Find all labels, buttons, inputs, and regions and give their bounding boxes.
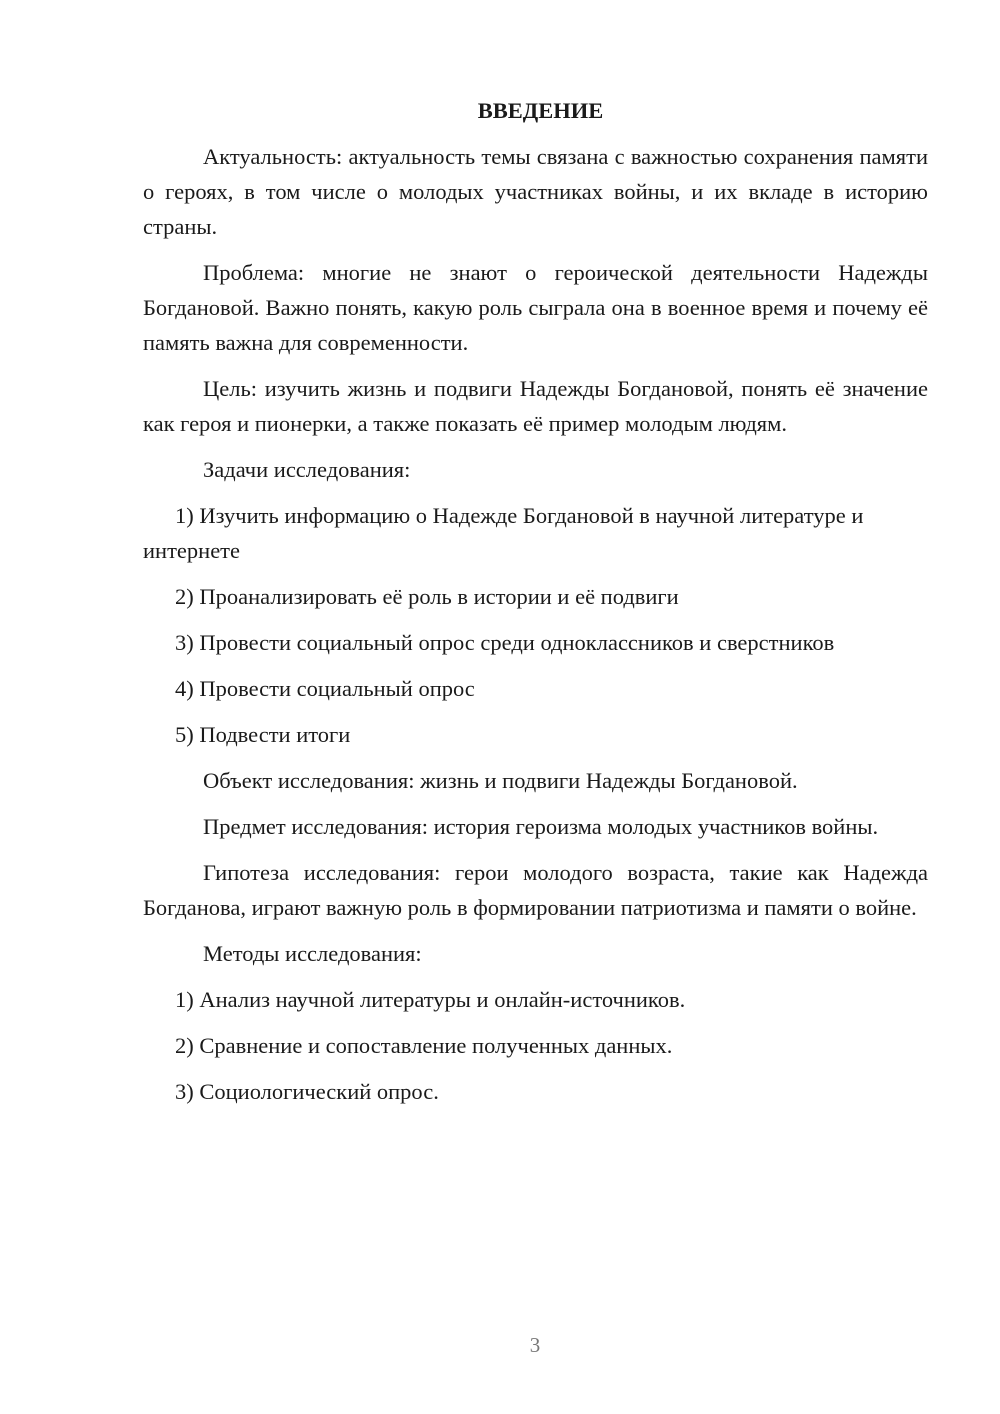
task-item: 3) Провести социальный опрос среди одноклассников и сверстников bbox=[175, 630, 835, 655]
task-item: 1) Изучить информацию о Надежде Богдановой в научной литературе и интернете bbox=[143, 503, 864, 563]
method-item: 2) Сравнение и сопоставление полученных данных. bbox=[175, 1033, 673, 1058]
task-item: 4) Провести социальный опрос bbox=[175, 676, 475, 701]
tasks-title: Задачи исследования: bbox=[203, 457, 411, 482]
goal-paragraph: Цель: изучить жизнь и подвиги Надежды Богдановой, понять её значение как героя и пионерки, а также показать её пример молодым людям. bbox=[143, 376, 928, 436]
subject-paragraph: Предмет исследования: история героизма молодых участников войны. bbox=[203, 814, 879, 839]
task-item: 5) Подвести итоги bbox=[175, 722, 351, 747]
problem-paragraph: Проблема: многие не знают о героической деятельности Надежды Богдановой. Важно понять, какую роль сыграла она в военное время и почему её память важна для современности. bbox=[143, 260, 928, 355]
method-item: 1) Анализ научной литературы и онлайн-источников. bbox=[175, 987, 686, 1012]
methods-title: Методы исследования: bbox=[203, 941, 422, 966]
page-number: 3 bbox=[529, 1333, 541, 1357]
object-paragraph: Объект исследования: жизнь и подвиги Надежды Богдановой. bbox=[203, 768, 798, 793]
method-item: 3) Социологический опрос. bbox=[175, 1079, 439, 1104]
hypothesis-paragraph: Гипотеза исследования: герои молодого возраста, такие как Надежда Богданова, играют важную роль в формировании патриотизма и памяти о войне. bbox=[143, 860, 928, 920]
relevance-paragraph: Актуальность: актуальность темы связана с важностью сохранения памяти о героях, в том числе о молодых участниках войны, и их вкладе в историю страны. bbox=[143, 144, 928, 239]
section-heading: ВВЕДЕНИЕ bbox=[477, 98, 604, 123]
page-content bbox=[143, 96, 928, 1120]
task-item: 2) Проанализировать её роль в истории и её подвиги bbox=[175, 584, 679, 609]
